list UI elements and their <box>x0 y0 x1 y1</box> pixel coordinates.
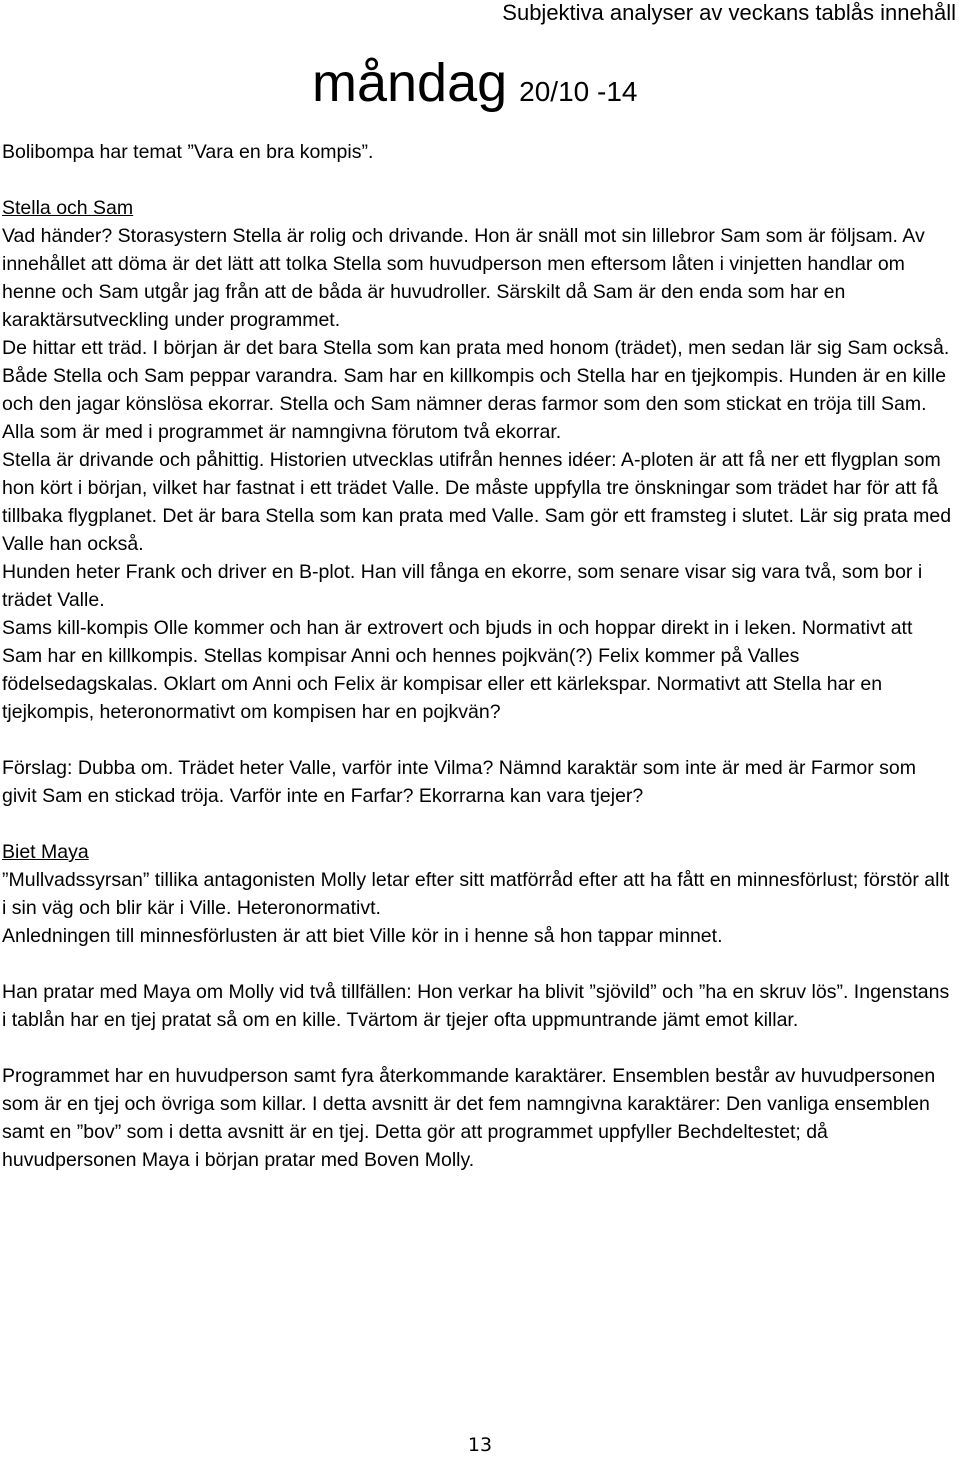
maya-paragraph: Programmet har en huvudperson samt fyra återkommande karaktärer. Ensemblen består av huvudpersonen som är en tjej och övriga som killar. I detta avsnitt är det fem namngivna karaktärer: Den vanliga ensemblen samt en ”bov” som i detta avsnitt är en tjej. Detta gör att programmet uppfyller Bechdeltestet; då huvudpersonen Maya i början pratar med Boven Molly. <box>2 1065 936 1171</box>
spacer <box>2 810 956 838</box>
intro-paragraph: Bolibompa har temat ”Vara en bra kompis”. <box>2 141 374 163</box>
spacer <box>2 950 956 978</box>
document-body <box>2 138 956 1174</box>
stella-paragraph: Vad händer? Storasystern Stella är rolig och drivande. Hon är snäll mot sin lillebror Sam som är följsam. Av innehållet att döma är det lätt att tolka Stella som huvudperson men eftersom låten i vinjetten handlar om henne och Sam utgår jag från att de båda är huvudroller. Särskilt då Sam är den enda som har en karaktärsutveckling under programmet. <box>2 225 925 331</box>
proposal-paragraph: Förslag: Dubba om. Trädet heter Valle, varför inte Vilma? Nämnd karaktär som inte är med är Farmor som givit Sam en stickad tröja. Varför inte en Farfar? Ekorrarna kan vara tjejer? <box>2 757 916 807</box>
title-day: måndag <box>312 53 508 113</box>
stella-paragraph: Både Stella och Sam peppar varandra. Sam har en killkompis och Stella har en tjejkompis. Hunden är en kille och den jagar könslösa ekorrar. Stella och Sam nämner deras farmor som den som stickat en tröja till Sam. <box>2 365 947 415</box>
maya-paragraph: Han pratar med Maya om Molly vid två tillfällen: Hon verkar ha blivit ”sjövild” och ”ha en skruv lös”. Ingenstans i tablån har en tjej pratat så om en kille. Tvärtom är tjejer ofta uppmuntrande jämt emot killar. <box>2 981 950 1031</box>
stella-paragraph: Hunden heter Frank och driver en B-plot. Han vill fånga en ekorre, som senare visar sig vara två, som bor i trädet Valle. <box>2 561 923 611</box>
stella-paragraph: De hittar ett träd. I början är det bara Stella som kan prata med honom (trädet), men sedan lär sig Sam också. <box>2 337 950 359</box>
spacer <box>2 166 956 194</box>
page-title <box>312 53 638 113</box>
spacer <box>2 726 956 754</box>
section-heading-stella: Stella och Sam <box>2 197 134 219</box>
title-date: 20/10 -14 <box>519 76 638 107</box>
maya-paragraph: Anledningen till minnesförlusten är att biet Ville kör in i henne så hon tappar minnet. <box>2 925 723 947</box>
spacer <box>2 1034 956 1062</box>
section-heading-maya: Biet Maya <box>2 841 89 863</box>
stella-paragraph: Alla som är med i programmet är namngivna förutom två ekorrar. <box>2 421 562 443</box>
stella-paragraph: Sams kill-kompis Olle kommer och han är extrovert och bjuds in och hoppar direkt in i leken. Normativt att Sam har en killkompis. Stellas kompisar Anni och hennes pojkvän(?) Felix kommer på Valles födelsedagskalas. Oklart om Anni och Felix är kompisar eller ett kärlekspar. Normativt att Stella har en tjejkompis, heteronormativt om kompisen har en pojkvän? <box>2 617 913 723</box>
maya-paragraph: ”Mullvadssyrsan” tillika antagonisten Molly letar efter sitt matförråd efter att ha fått en minnesförlust; förstör allt i sin väg och blir kär i Ville. Heteronormativt. <box>2 869 950 919</box>
stella-paragraph: Stella är drivande och påhittig. Historien utvecklas utifrån hennes idéer: A-ploten är att få ner ett flygplan som hon kört i början, vilket har fastnat i ett trädet Valle. De måste uppfylla tre önskningar som trädet har för att få tillbaka flygplanet. Det är bara Stella som kan prata med Valle. Sam gör ett framsteg i slutet. Lär sig prata med Valle han också. <box>2 449 952 555</box>
running-header: Subjektiva analyser av veckans tablås innehåll <box>502 0 956 25</box>
page-number: 13 <box>467 1434 493 1456</box>
